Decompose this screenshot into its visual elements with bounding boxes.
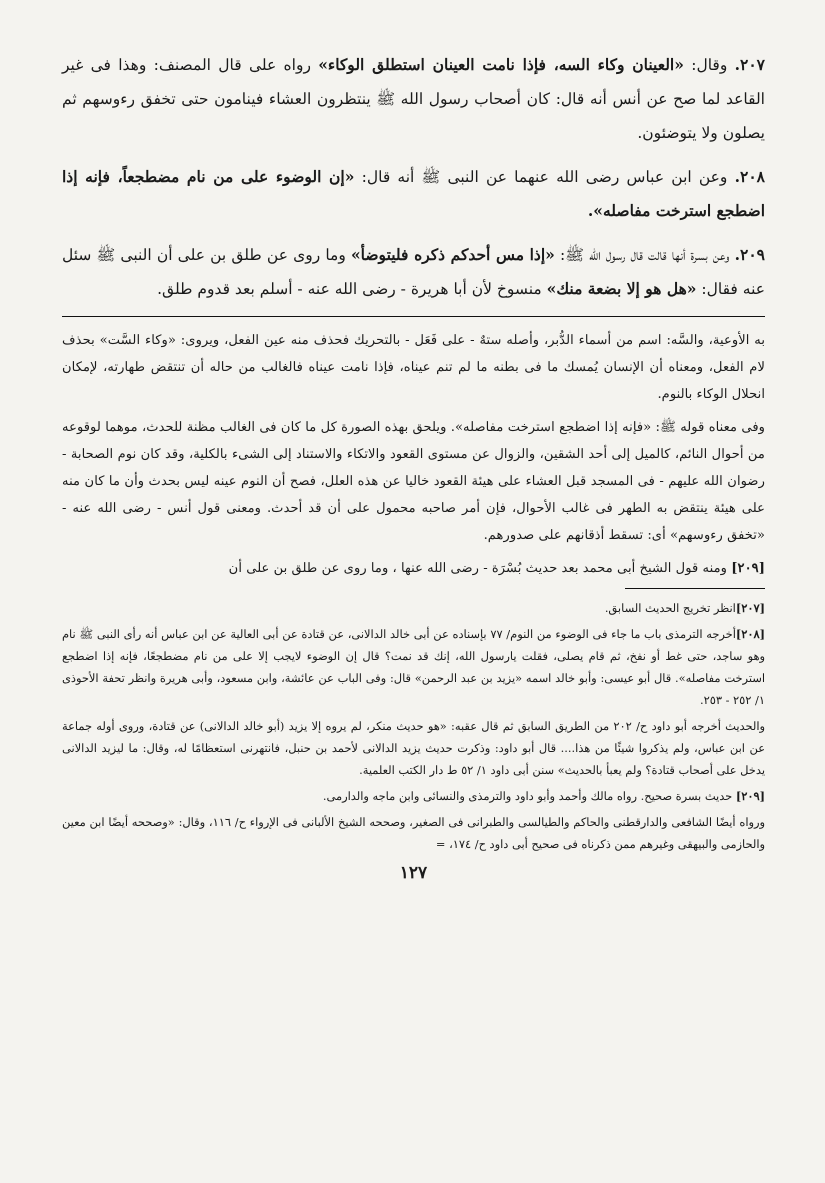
footnote-ref: [٢٠٧] [735,601,765,615]
footnote-text: أخرجه الترمذى باب ما جاء فى الوضوء من النوم/ ٧٧ بإسناده عن أبى خالد الدالانى، عن قتادة عن أبى العالية عن ابن عباس أنه رأى النبى ﷺ نام وهو ساجد، حتى غط أو نفخ، ثم قام يصلى، فقلت يارسول الله، إنك قد نمت؟ قال إن الوضوء لايجب إلا على من نام مضطجعًا، فإنه إذا اضطجع استرخت مفاصله». قال أبو عيسى: وأبو خالد اسمه «يزيد بن عبد الرحمن» قال: وفى الباب عن عائشة، وابن مسعود، وأبى هريرة وانظر تحفة الأحوذى ١/ ٢٥٢ - ٢٥٣. [62,627,765,707]
commentary-paragraph: وفى معناه قوله ﷺ: «فإنه إذا اضطجع استرخت مفاصله». ويلحق بهذه الصورة كل ما كان فى الغالب مظنة للحدث، موهما لوقوعه من أحوال النائم، كالميل إلى أحد الشقين، والزوال عن مستوى القعود والاتكاء والاستناد إلى الشىء بالكلية، وقد كان نوم الصحابة - رضوان الله عليهم - فى المسجد قبل العشاء على هيئة القعود خاليا عن هذه العلل، فصح أن النوم عينه ليس بحدث وأن ما كان منه على هيئة ينتقض به الطهر فى غالب الأحوال، فإن أمر صاحبه محمول على أن قد أحدث. ومعنى قول أنس - رضى الله عنه - «تخفق رءوسهم» أى: تسقط أذقانهم على صدورهم. [62,420,765,543]
footnote-209-continued: ورواه أيضًا الشافعى والدارقطنى والحاكم والطيالسى والطبرانى فى الصغير، وصححه الشيخ الألبانى فى الإرواء ح/ ١١٦، وقال: «وصححه أيضًا ابن معين والحازمى والبيهقى وغيرهم ممن ذكرناه فى صحيح أبى داود ح/ ١٧٤، = [62,815,765,851]
hadith-rest: منسوخ لأن أبا هريرة - رضى الله عنه - أسلم بعد قدوم طلق. [157,280,542,298]
footnote-209 [62,785,765,807]
hadith-lead: وعن ابن عباس رضى الله عنهما عن النبى ﷺ أنه قال: [361,168,728,186]
hadith-number: ٢٠٨. [734,167,765,186]
footnote-divider [625,588,765,589]
commentary-paragraph: به الأوعية، والسَّه: اسم من أسماء الدُّبر، وأصله ستهٌ - على فَعَل - بالتحريك فحذف منه عين الفعل، ويروى: «وكاء السَّت» بحذف لام الفعل، ومعناه أن الإنسان يُمسك ما فى بطنه ما لم تنم عيناه، فإذا نامت عيناه فالغالب من حاله أن تنتقض طهارته، لإمكان انحلال الوكاء بالنوم. [62,333,765,402]
hadith-lead: وقال: [691,56,728,74]
hadith-quote: «إذا مس أحدكم ذكره فليتوضأ» [350,245,555,264]
hadith-quote: «إن الوضوء على من نام مضطجعاً، فإنه إذا اضطجع استرخت مفاصله». [62,167,765,220]
hadith-209 [62,238,765,306]
footnote-ref: [٢٠٨] [735,627,765,641]
footnote-text: انظر تخريج الحديث السابق. [604,601,736,615]
footnotes [62,597,765,855]
hadith-208 [62,160,765,228]
footnote-207 [62,597,765,619]
hadith-lead: وعن بسرة أنها قالت قال رسول الله ﷺ: [559,246,730,264]
hadith-number: ٢٠٩. [734,245,765,264]
section-divider [62,316,765,317]
footnote-208-continued: والحديث أخرجه أبو داود ح/ ٢٠٢ من الطريق السابق ثم قال عقبه: «هو حديث منكر، لم يروه إلا يزيد (أبو خالد الدالانى) عن قتادة، وروى أوله جماعة عن ابن عباس، ولم يذكروا شيئًا من هذا.... قال أبو داود: وذكرت حديث يزيد الدالانى لأحمد بن حنبل، فانتهرنى استعظامًا له، وقال: ما ليزيد الدالانى يدخل على أصحاب قتادة؟ ولم يعبأ بالحديث» سنن أبى داود ١/ ٥٢ ط دار الكتب العلمية. [62,719,765,777]
footnote-ref: [٢٠٩] [735,789,765,803]
hadith-quote: «هل هو إلا بضعة منك» [546,279,697,298]
commentary [62,327,765,582]
hadith-207 [62,48,765,150]
page-number: ١٢٧ [399,863,428,883]
commentary-paragraph [62,555,765,582]
hadith-quote: «العينان وكاء السه، فإذا نامت العينان استطلق الوكاء» [318,55,684,74]
commentary-text: ومنه قول الشيخ أبى محمد بعد حديث بُسْرَة - رضى الله عنها ، وما روى عن طلق بن على أن [228,561,728,576]
commentary-ref: [٢٠٩] [731,561,765,576]
footnote-208 [62,623,765,711]
hadith-number: ٢٠٧. [734,55,766,74]
main-text [62,48,765,306]
hadith-mid: وما روى عن طلق بن على أن النبى ﷺ سئل عنه فقال: [62,246,765,298]
book-page [62,48,765,883]
footnote-text: حديث بسرة صحيح. رواه مالك وأحمد وأبو داود والترمذى والنسائى وابن ماجه والدارمى. [322,789,733,803]
hadith-rest: رواه على قال المصنف: وهذا فى غير القاعد لما صح عن أنس أنه قال: كان أصحاب رسول الله ﷺ ينتظرون العشاء فينامون حتى تخفق رءوسهم ثم يصلون ولا يتوضئون. [62,56,765,142]
